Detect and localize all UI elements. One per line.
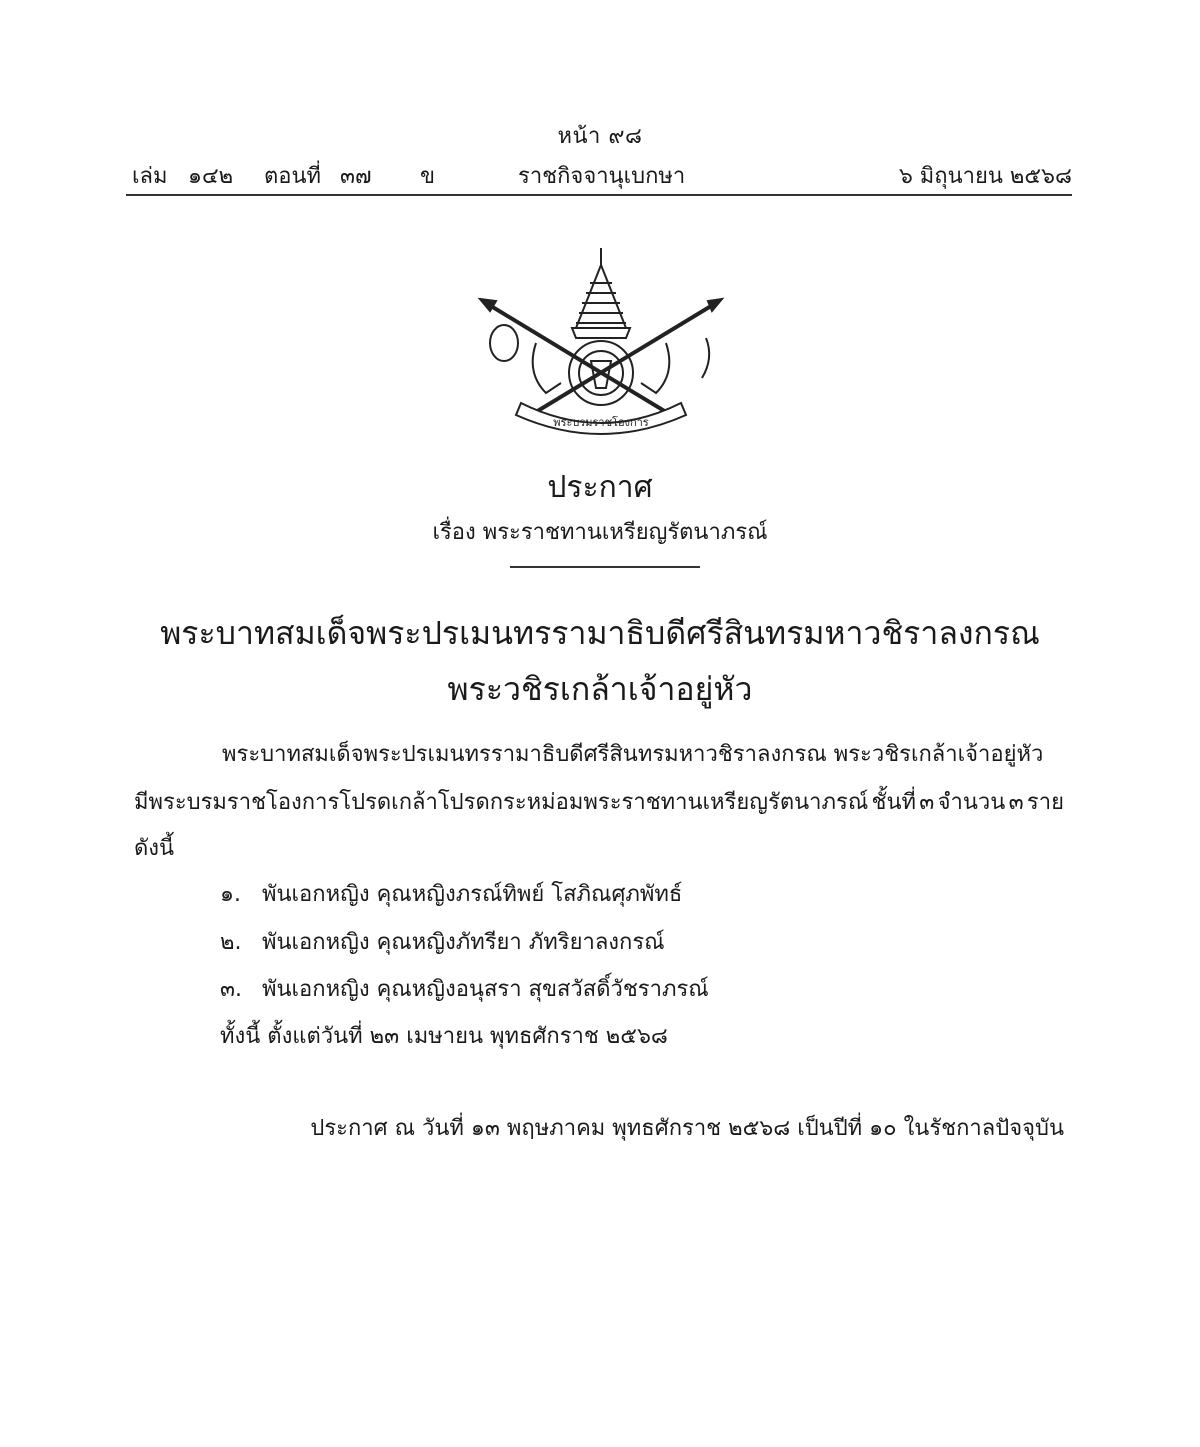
- recipient-name: พันเอกหญิง คุณหญิงอนุสรา สุขสวัสดิ์วัชราภรณ์: [262, 977, 709, 1002]
- recipient-number: ๓.: [220, 977, 243, 1002]
- section-number: ๓๗: [340, 164, 372, 189]
- effective-date: ทั้งนี้ ตั้งแต่วันที่ ๒๓ เมษายน พุทธศักราช ๒๕๖๘: [220, 1024, 668, 1049]
- page-number: หน้า ๙๘: [557, 124, 643, 149]
- volume-label: เล่ม: [132, 164, 168, 189]
- recipient-number: ๑.: [220, 882, 241, 907]
- document-subject: เรื่อง พระราชทานเหรียญรัตนาภรณ์: [432, 520, 768, 545]
- paragraph-word: มีพระบรมราชโองการโปรดเกล้าโปรดกระหม่อมพระราชทานเหรียญรัตนาภรณ์: [134, 790, 869, 815]
- recipient-number: ๒.: [220, 930, 242, 955]
- header-divider: [126, 194, 1072, 196]
- announcement-date: ประกาศ ณ วันที่ ๑๓ พฤษภาคม พุทธศักราช ๒๕๖๘ เป็นปีที่ ๑๐ ในรัชกาลปัจจุบัน: [310, 1116, 1064, 1141]
- paragraph-line-1: พระบาทสมเด็จพระปรเมนทรรามาธิบดีศรีสินทรมหาวชิราลงกรณ พระวชิรเกล้าเจ้าอยู่หัว: [222, 742, 1044, 767]
- recipient-name: พันเอกหญิง คุณหญิงภรณ์ทิพย์ โสภิณศุภพัทธ์: [262, 882, 683, 907]
- recipient-name: พันเอกหญิง คุณหญิงภัทรียา ภัทริยาลงกรณ์: [262, 930, 665, 955]
- paragraph-line-3: ดังนี้: [134, 836, 175, 861]
- paragraph-word: จำนวน: [937, 790, 1006, 815]
- section-label: ตอนที่: [264, 164, 322, 189]
- section-type: ข: [420, 164, 436, 189]
- volume-number: ๑๔๒: [188, 164, 234, 189]
- document-title: ประกาศ: [547, 470, 653, 505]
- paragraph-word: ราย: [1026, 790, 1064, 815]
- svg-text:พระบรมราชโองการ: พระบรมราชโองการ: [553, 416, 649, 429]
- paragraph-word: ชั้นที่: [871, 790, 916, 815]
- king-name-line-1: พระบาทสมเด็จพระปรเมนทรรามาธิบดีศรีสินทรมหาวชิราลงกรณ: [160, 614, 1040, 652]
- royal-emblem-icon: [476, 243, 726, 443]
- paragraph-word: ๓: [919, 790, 935, 815]
- paragraph-word: ๓: [1008, 790, 1024, 815]
- king-name-line-2: พระวชิรเกล้าเจ้าอยู่หัว: [447, 670, 753, 708]
- publication-name: ราชกิจจานุเบกษา: [518, 164, 686, 189]
- publication-date: ๖ มิถุนายน ๒๕๖๘: [898, 164, 1072, 189]
- title-divider: [510, 566, 700, 568]
- paragraph-line-2: [134, 784, 1064, 819]
